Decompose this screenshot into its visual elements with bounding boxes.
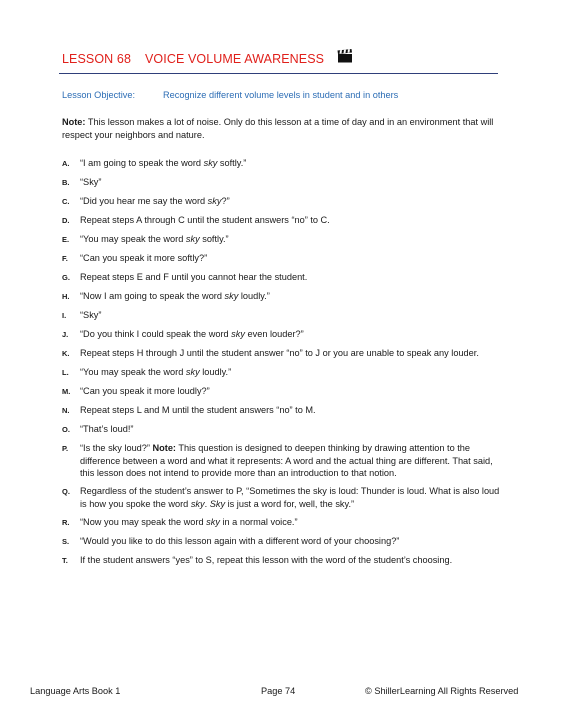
lesson-note — [62, 116, 502, 141]
step-text: “Did you hear me say the word sky?” — [80, 196, 230, 206]
step-letter: D. — [62, 216, 70, 225]
step-item — [62, 214, 502, 228]
step-item — [62, 233, 502, 247]
step-letter: B. — [62, 178, 70, 187]
step-text: “That’s loud!” — [80, 424, 134, 434]
step-text: If the student answers “yes” to S, repeat this lesson with the word of the student’s choosing. — [80, 554, 453, 565]
step-letter: I. — [62, 311, 67, 320]
step-letter: G. — [62, 273, 70, 282]
step-text: “Can you speak it more loudly?” — [80, 386, 210, 396]
step-text: “Can you speak it more softly?” — [80, 253, 208, 263]
step-item — [62, 195, 502, 209]
step-text: “You may speak the word sky softly.” — [80, 234, 229, 244]
step-letter: N. — [62, 406, 70, 415]
step-item — [62, 271, 502, 285]
step-text: “You may speak the word sky loudly.” — [80, 367, 232, 377]
step-item — [62, 485, 502, 510]
step-text: Repeat steps H through J until the student answer “no” to J or you are unable to speak any louder. — [80, 348, 479, 358]
objective-text: Recognize different volume levels in student and in others — [163, 90, 399, 100]
step-letter: Q. — [62, 487, 70, 496]
step-letter: C. — [62, 197, 70, 206]
objective-label: Lesson Objective: — [62, 90, 136, 100]
note-label: Note: — [62, 117, 86, 127]
note-text: This lesson makes a lot of noise. Only do this lesson at a time of day and in an environment that will respect your neighbors and nature. — [62, 117, 494, 140]
step-item — [62, 290, 502, 304]
footer-copyright: © ShillerLearning All Rights Reserved — [365, 686, 519, 696]
step-letter: S. — [62, 536, 70, 546]
step-item — [62, 252, 502, 266]
step-text: Repeat steps E and F until you cannot hear the student. — [80, 272, 308, 282]
step-item — [62, 535, 502, 549]
step-letter: K. — [62, 349, 70, 358]
step-letter: R. — [62, 517, 70, 527]
footer-book: Language Arts Book 1 — [30, 686, 121, 696]
step-item — [62, 554, 502, 568]
clapperboard-icon — [337, 49, 353, 63]
footer-page-number: Page 74 — [261, 686, 296, 696]
step-letter: P. — [62, 444, 69, 453]
step-letter: H. — [62, 292, 70, 301]
lesson-name: VOICE VOLUME AWARENESS — [145, 52, 325, 66]
step-text: “Sky” — [80, 310, 102, 320]
step-text: “Sky” — [80, 177, 102, 187]
step-letter: T. — [62, 555, 68, 565]
step-item — [62, 347, 502, 361]
step-text: “I am going to speak the word sky softly.” — [80, 158, 247, 168]
step-letter: E. — [62, 235, 70, 244]
step-item — [62, 385, 502, 399]
lesson-number: LESSON 68 — [62, 52, 131, 66]
step-item — [62, 157, 502, 171]
step-letter: A. — [62, 159, 70, 168]
step-item — [62, 176, 502, 190]
lesson-objective — [62, 90, 398, 100]
step-letter: O. — [62, 425, 70, 434]
step-text: “Do you think I could speak the word sky even louder?” — [80, 329, 304, 339]
step-text: Repeat steps A through C until the student answers “no” to C. — [80, 215, 330, 225]
step-letter: M. — [62, 387, 71, 396]
step-item — [62, 442, 502, 480]
step-letter: F. — [62, 254, 68, 263]
step-item — [62, 404, 502, 418]
step-text: Repeat steps L and M until the student answers “no” to M. — [80, 405, 316, 415]
step-letter: L. — [62, 368, 69, 377]
lesson-title — [62, 52, 324, 66]
title-divider — [59, 73, 498, 74]
step-text: “Is the sky loud?” Note: This question is designed to deepen thinking by drawing attention to the difference between a word and what it represents: A word and the actual thing are different. That said, this lesson does not intend to provide more than an introduction to that notion. — [80, 443, 493, 478]
step-item — [62, 423, 502, 437]
lesson-steps — [62, 157, 502, 573]
step-text: “Would you like to do this lesson again with a different word of your choosing?” — [80, 535, 400, 546]
step-item — [62, 328, 502, 342]
step-letter: J. — [62, 330, 69, 339]
step-text: “Now I am going to speak the word sky loudly.” — [80, 291, 270, 301]
step-item — [62, 309, 502, 323]
step-item — [62, 366, 502, 380]
step-text: Regardless of the student’s answer to P, “Sometimes the sky is loud: Thunder is loud. What is also loud is how you spoke the word sky. Sky is just a word for, well, the sky.” — [80, 486, 500, 509]
step-item — [62, 516, 502, 530]
step-text: “Now you may speak the word sky in a normal voice.” — [80, 516, 298, 527]
